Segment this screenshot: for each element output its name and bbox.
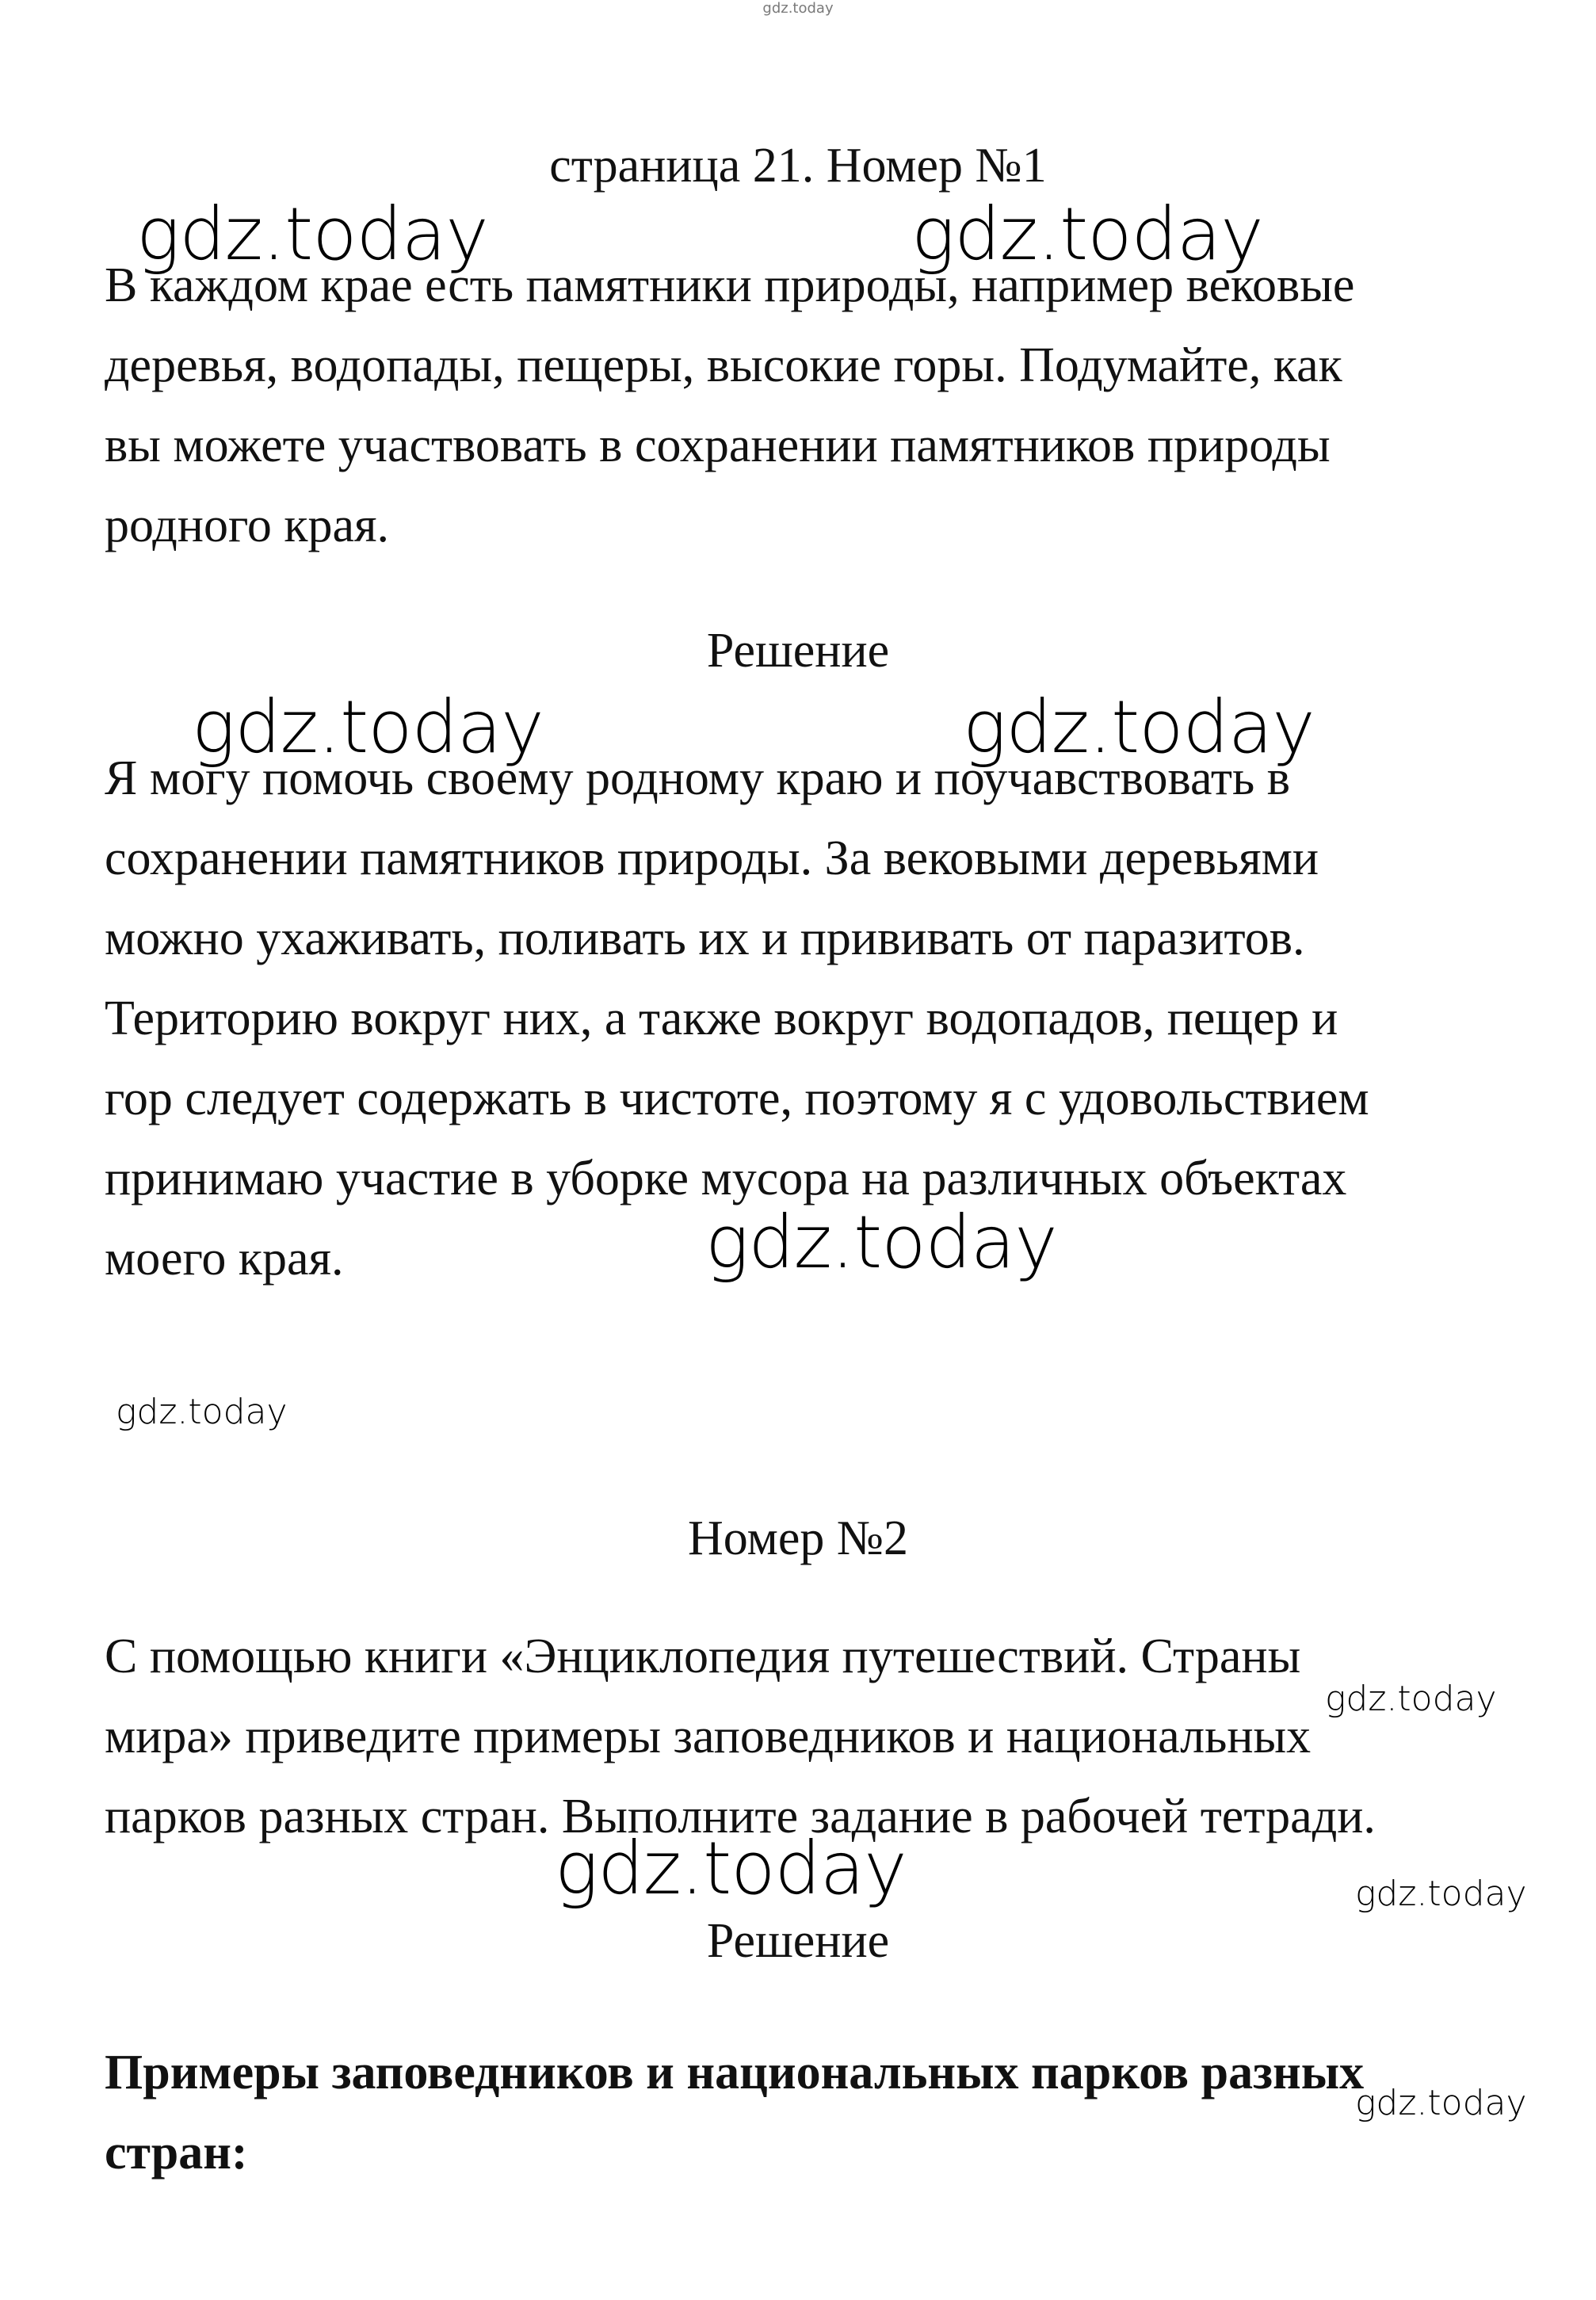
- section1-title: страница 21. Номер №1: [549, 139, 1047, 193]
- section2-task-text: [105, 1617, 1547, 1857]
- top-watermark: gdz.today: [762, 0, 834, 17]
- answer-heading: [105, 2033, 1547, 2193]
- text-line: сохранении памятников природы. За вековыми деревьями: [105, 831, 1319, 885]
- watermark: gdz.today: [1325, 1679, 1497, 1719]
- section2-title: Номер №2: [687, 1511, 908, 1565]
- watermark: gdz.today: [116, 1392, 288, 1432]
- text-line: Я могу помочь своему родному краю и поучавствовать в: [105, 751, 1291, 805]
- text-line: стран:: [105, 2126, 248, 2180]
- text-line: мира» приведите примеры заповедников и национальных: [105, 1710, 1312, 1763]
- text-line: деревья, водопады, пещеры, высокие горы. Подумайте, как: [105, 338, 1342, 392]
- text-line: вы можете участвовать в сохранении памятников природы: [105, 418, 1331, 472]
- watermark: gdz.today: [1355, 2083, 1527, 2123]
- watermark: gdz.today: [963, 685, 1315, 770]
- section1-task-text: [105, 246, 1547, 566]
- text-line: гор следует содержать в чистоте, поэтому я с удовольствием: [105, 1072, 1369, 1125]
- watermark: gdz.today: [1355, 1874, 1527, 1914]
- text-line: парков разных стран. Выполните задание в рабочей тетради.: [105, 1790, 1376, 1843]
- section1-solution-heading: Решение: [706, 624, 890, 678]
- text-line: родного края.: [105, 499, 389, 552]
- watermark: gdz.today: [911, 192, 1263, 277]
- text-line: В каждом крае есть памятники природы, например вековые: [105, 258, 1355, 312]
- watermark: gdz.today: [705, 1200, 1057, 1285]
- watermark: gdz.today: [136, 192, 488, 277]
- text-line: можно ухаживать, поливать их и прививать от паразитов.: [105, 911, 1305, 965]
- text-line: принимаю участие в уборке мусора на различных объектах: [105, 1152, 1347, 1205]
- text-line: С помощью книги «Энциклопедия путешествий. Страны: [105, 1629, 1301, 1683]
- text-line: моего края.: [105, 1232, 344, 1286]
- watermark: gdz.today: [192, 685, 544, 770]
- text-line: Територию вокруг них, а также вокруг водопадов, пещер и: [105, 991, 1338, 1045]
- watermark: gdz.today: [555, 1826, 907, 1911]
- text-line: Примеры заповедников и национальных парков разных: [105, 2046, 1365, 2099]
- section2-solution-heading: Решение: [706, 1914, 890, 1968]
